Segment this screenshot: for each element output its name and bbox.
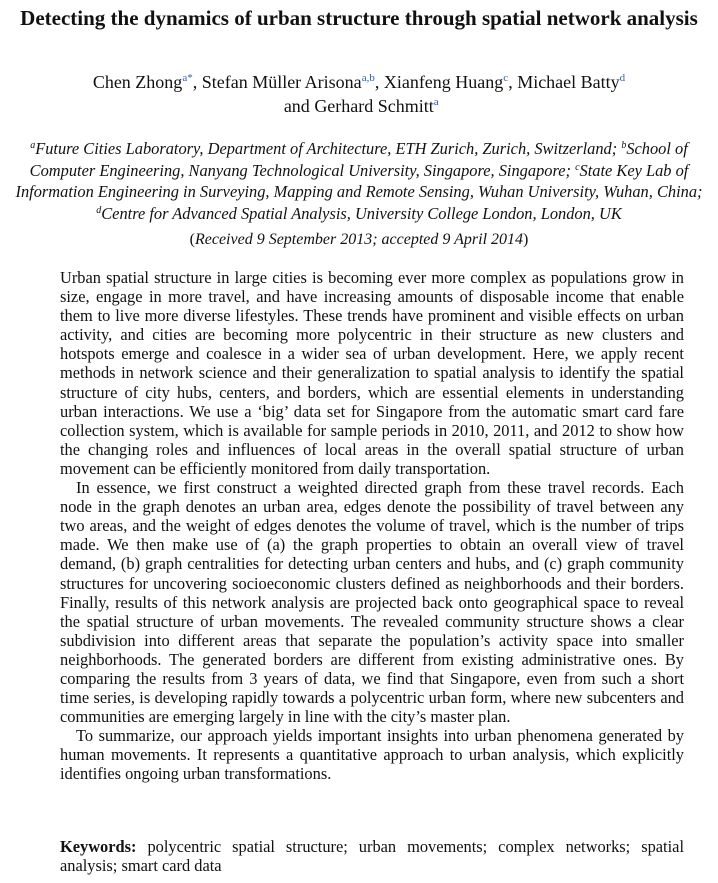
author-separator: and [279,96,315,116]
received-dates: (Received 9 September 2013; accepted 9 April 2014) [189,231,529,248]
author-affiliation-marker: a* [182,72,193,84]
keywords-list: polycentric spatial structure; urban movements; complex networks; spatial analysis; smart card data [60,837,684,876]
author-list [0,70,718,118]
affiliation-marker: b [621,140,627,151]
received-text: Received 9 September 2013; accepted 9 April 2014 [194,231,524,248]
abstract-paragraph: To summarize, our approach yields important insights into urban phenomena generated by human movements. It represents a quantitative approach to urban analysis, which explicitly identifies ongoing urban transformations. [60,726,684,784]
author-name: Chen Zhong [92,72,183,92]
author-separator: , [192,72,202,92]
affiliation-marker: c [575,161,580,173]
author-affiliation-marker: c [503,72,509,84]
affiliation-marker: d [96,204,102,216]
affiliation-text: Future Cities Laboratory, Department of Architecture, ETH Zurich, Zurich, Switzerland; [35,139,622,158]
author-affiliation-marker: a [433,96,439,108]
author-affiliation-marker: a,b [361,72,375,84]
author-separator: , [508,72,518,92]
paper-title: Detecting the dynamics of urban structure through spatial network analysis [20,6,698,30]
keywords-label: Keywords: [60,837,137,856]
keywords [60,837,684,875]
abstract-paragraph: Urban spatial structure in large cities is becoming ever more complex as populations grow in size, engage in more travel, and have increasing amounts of disposable income that enable them to live more diverse lifestyles. These trends have prominent and visible effects on urban activity, and cities are becoming more polycentric in their structure as new clusters and hotspots emerge and coalesce in a wider sea of urban development. Here, we apply recent methods in network science and their generalization to spatial analysis to identify the spatial structure of city hubs, centers, and borders, which are essential elements in understanding urban interactions. We use a ‘big’ data set for Singapore from the automatic smart card fare collection system, which is available for sample periods in 2010, 2011, and 2012 to show how the changing roles and influences of local areas in the overall spatial structure of urban movement can be efficiently monitored from daily transportation. [60,268,684,478]
author-name: Gerhard Schmitt [314,96,434,116]
abstract [60,268,684,784]
affiliations [8,138,710,224]
author-affiliation-marker: d [619,72,626,84]
author-name: Stefan Müller Arisona [201,72,362,92]
abstract-paragraph: In essence, we first construct a weighted directed graph from these travel records. Each node in the graph denotes an urban area, edges denote the possibility of travel between any two areas, and the weight of edges denotes the volume of travel, which is the number of trips made. We then make use of (a) the graph properties to obtain an overall view of travel demand, (b) graph centralities for detecting urban centers and hubs, and (c) graph community structures for uncovering socioeconomic clusters defined as neighborhoods and their borders. Finally, results of this network analysis are projected back onto geographical space to reveal the spatial structure of urban movements. The revealed community structure shows a clear subdivision into different areas that separate the population’s activity space into smaller neighborhoods. The generated borders are different from existing administrative ones. By comparing the results from 3 years of data, we find that Singapore, even from such a short time series, is developing rapidly towards a polycentric urban form, where new subcenters and communities are emerging largely in line with the city’s master plan. [60,478,684,727]
affiliation-text: Centre for Advanced Spatial Analysis, University College London, London, UK [101,203,622,223]
author-name: Xianfeng Huang [383,72,504,92]
affiliation-marker: a [30,140,36,151]
affiliation-text: School of Computer Engineering, Nanyang Technological University, Singapore, Singapore; [29,139,688,180]
affiliation-text: State Key Lab of Information Engineering in Surveying, Mapping and Remote Sensing, Wuhan University, Wuhan, China; [15,160,703,201]
author-separator: , [374,72,384,92]
author-name: Michael Batty [517,72,620,92]
